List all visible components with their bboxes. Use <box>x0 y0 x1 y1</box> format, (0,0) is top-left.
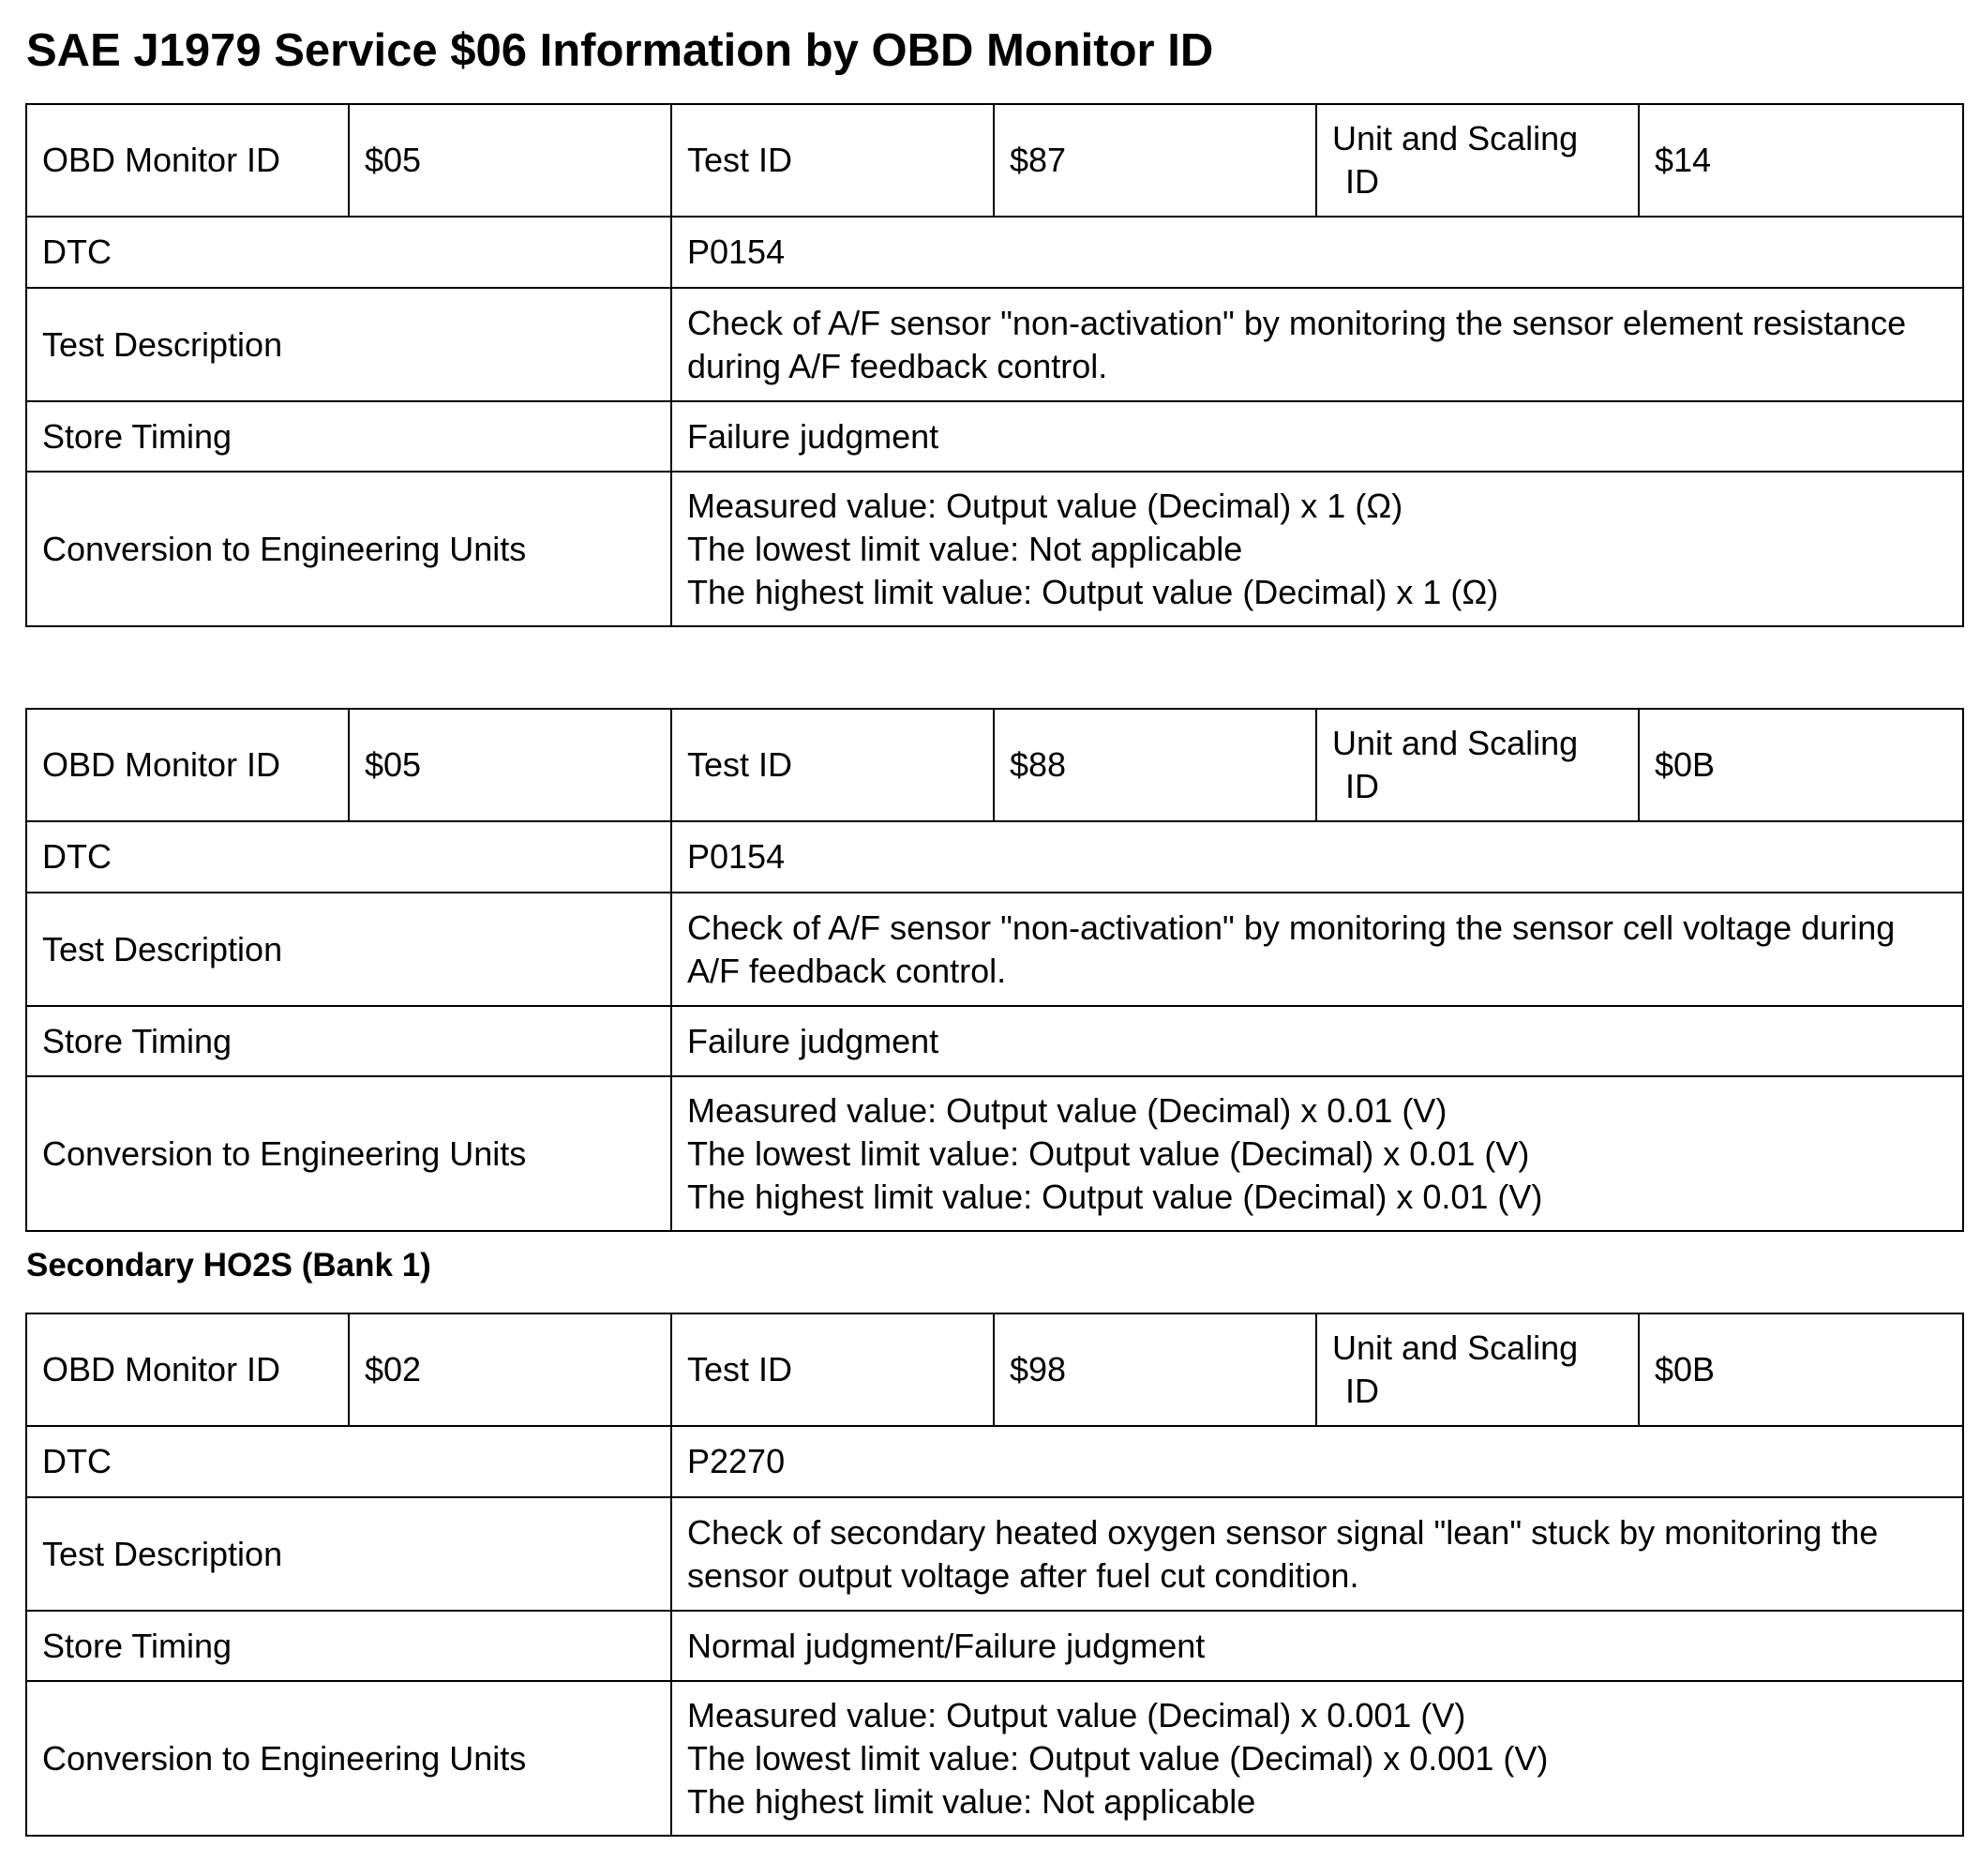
test-description-label: Test Description <box>26 893 671 1006</box>
service-table-2 <box>25 708 1964 1232</box>
conversion-value <box>671 1076 1963 1231</box>
obd-monitor-id-label: OBD Monitor ID <box>26 1313 349 1426</box>
conversion-line-lowest: The lowest limit value: Not applicable <box>687 529 1243 568</box>
table-row <box>26 821 1963 893</box>
conversion-label: Conversion to Engineering Units <box>26 1681 671 1836</box>
table-row <box>26 217 1963 288</box>
service-table-1 <box>25 103 1964 627</box>
conversion-value <box>671 1681 1963 1836</box>
test-id-label: Test ID <box>671 104 994 217</box>
conversion-label: Conversion to Engineering Units <box>26 1076 671 1231</box>
unit-scaling-id-label <box>1316 709 1639 821</box>
unit-scaling-label-line2: ID <box>1345 1372 1379 1410</box>
test-description-value: Check of secondary heated oxygen sensor signal "lean" stuck by monitoring the sensor output voltage after fuel cut condition. <box>671 1497 1963 1611</box>
test-id-value: $98 <box>994 1313 1316 1426</box>
unit-scaling-id-value: $14 <box>1639 104 1963 217</box>
test-id-value: $87 <box>994 104 1316 217</box>
test-description-value: Check of A/F sensor "non-activation" by monitoring the sensor element resistance during A/F feedback control. <box>671 288 1963 401</box>
store-timing-value: Normal judgment/Failure judgment <box>671 1611 1963 1681</box>
table-row <box>26 709 1963 821</box>
table-row <box>26 893 1963 1006</box>
table-row <box>26 1681 1963 1836</box>
table-row <box>26 1611 1963 1681</box>
table-row <box>26 472 1963 626</box>
table-row <box>26 1076 1963 1231</box>
unit-scaling-id-label <box>1316 104 1639 217</box>
store-timing-label: Store Timing <box>26 1611 671 1681</box>
unit-scaling-id-label <box>1316 1313 1639 1426</box>
conversion-line-highest: The highest limit value: Output value (Decimal) x 0.01 (V) <box>687 1177 1543 1216</box>
test-id-value: $88 <box>994 709 1316 821</box>
store-timing-label: Store Timing <box>26 401 671 472</box>
page-title: SAE J1979 Service $06 Information by OBD Monitor ID <box>26 25 1214 76</box>
store-timing-label: Store Timing <box>26 1006 671 1076</box>
obd-monitor-id-value: $05 <box>349 104 671 217</box>
unit-scaling-id-value: $0B <box>1639 709 1963 821</box>
obd-monitor-id-value: $05 <box>349 709 671 821</box>
table-row <box>26 1497 1963 1611</box>
dtc-value: P2270 <box>671 1426 1963 1497</box>
obd-monitor-id-label: OBD Monitor ID <box>26 709 349 821</box>
test-id-label: Test ID <box>671 709 994 821</box>
table-row <box>26 1313 1963 1426</box>
obd-monitor-id-label: OBD Monitor ID <box>26 104 349 217</box>
table-row <box>26 288 1963 401</box>
service-table-3 <box>25 1313 1964 1837</box>
store-timing-value: Failure judgment <box>671 1006 1963 1076</box>
table-row <box>26 1426 1963 1497</box>
store-timing-value: Failure judgment <box>671 401 1963 472</box>
conversion-line-measured: Measured value: Output value (Decimal) x 0.01 (V) <box>687 1090 1448 1130</box>
test-description-value: Check of A/F sensor "non-activation" by monitoring the sensor cell voltage during A/F feedback control. <box>671 893 1963 1006</box>
table-row <box>26 1006 1963 1076</box>
conversion-value <box>671 472 1963 626</box>
conversion-label: Conversion to Engineering Units <box>26 472 671 626</box>
test-description-label: Test Description <box>26 288 671 401</box>
unit-scaling-label-line1: Unit and Scaling <box>1332 724 1579 762</box>
conversion-line-measured: Measured value: Output value (Decimal) x 1 (Ω) <box>687 486 1403 525</box>
dtc-label: DTC <box>26 821 671 893</box>
unit-scaling-label-line1: Unit and Scaling <box>1332 1328 1579 1367</box>
table-row <box>26 104 1963 217</box>
test-description-label: Test Description <box>26 1497 671 1611</box>
conversion-line-highest: The highest limit value: Not applicable <box>687 1781 1256 1821</box>
conversion-line-measured: Measured value: Output value (Decimal) x 0.001 (V) <box>687 1695 1466 1734</box>
unit-scaling-id-value: $0B <box>1639 1313 1963 1426</box>
obd-monitor-id-value: $02 <box>349 1313 671 1426</box>
table-row <box>26 401 1963 472</box>
unit-scaling-label-line1: Unit and Scaling <box>1332 119 1579 158</box>
dtc-label: DTC <box>26 217 671 288</box>
unit-scaling-label-line2: ID <box>1345 162 1379 201</box>
conversion-line-lowest: The lowest limit value: Output value (Decimal) x 0.01 (V) <box>687 1133 1530 1173</box>
section-heading: Secondary HO2S (Bank 1) <box>26 1247 431 1283</box>
unit-scaling-label-line2: ID <box>1345 767 1379 805</box>
dtc-value: P0154 <box>671 821 1963 893</box>
dtc-label: DTC <box>26 1426 671 1497</box>
dtc-value: P0154 <box>671 217 1963 288</box>
test-id-label: Test ID <box>671 1313 994 1426</box>
conversion-line-highest: The highest limit value: Output value (Decimal) x 1 (Ω) <box>687 572 1499 611</box>
conversion-line-lowest: The lowest limit value: Output value (Decimal) x 0.001 (V) <box>687 1738 1549 1778</box>
